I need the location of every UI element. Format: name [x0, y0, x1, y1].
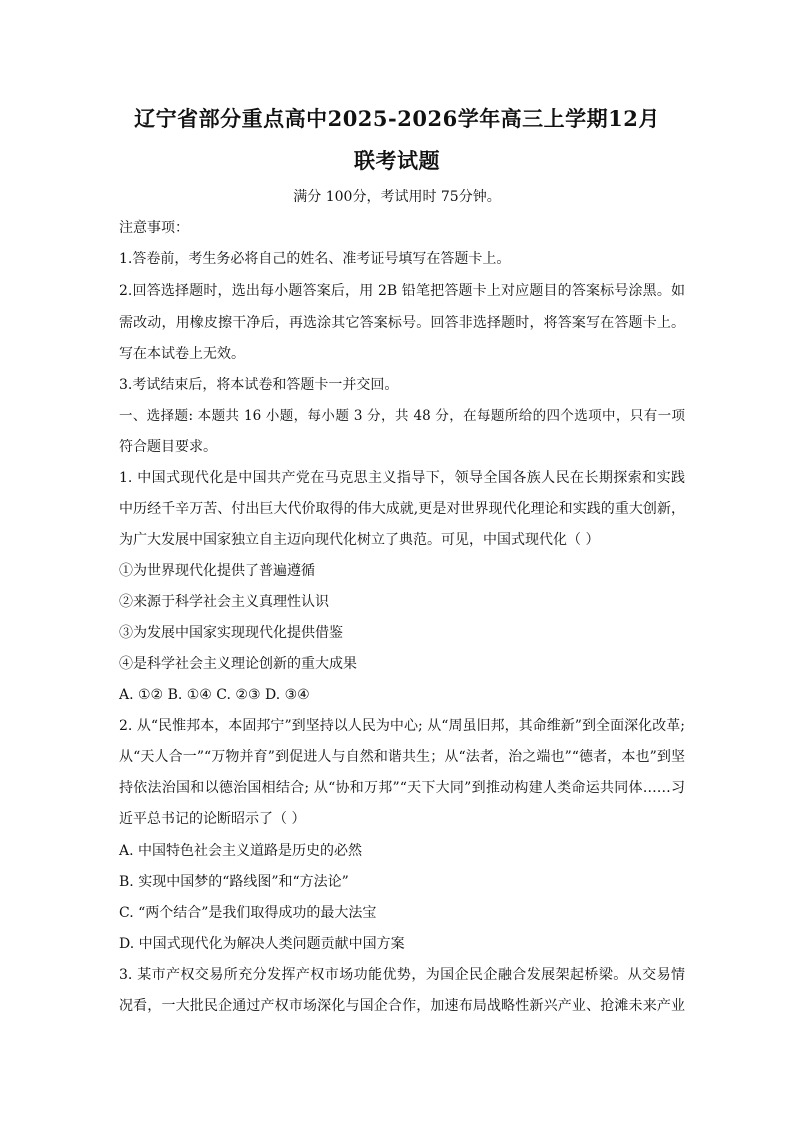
exam-title-line2: 联考试题	[354, 148, 440, 173]
note-1: 1.答卷前，考生务必将自己的姓名、准考证号填写在答题卡上。	[119, 251, 511, 267]
q1-stem-line2: 中历经千辛万苦、付出巨大代价取得的伟大成就,更是对世界现代化理论和实践的重大创新，	[119, 501, 685, 517]
note-3: 3.考试结束后，将本试卷和答题卡一并交回。	[119, 377, 399, 393]
q2-option-a: A. 中国特色社会主义道路是历史的必然	[119, 843, 363, 859]
q1-stem-line3: 为广大发展中国家独立自主迈向现代化树立了典范。可见，中国式现代化（ ）	[119, 532, 600, 548]
q2-option-c: C. “两个结合”是我们取得成功的最大法宝	[119, 905, 377, 921]
note-2-line1: 2.回答选择题时，选出每小题答案后，用 2B 铅笔把答题卡上对应题目的答案标号涂黑。如	[119, 283, 685, 299]
notes-heading: 注意事项：	[119, 220, 189, 236]
q2-stem-line1: 2. 从“民惟邦本，本固邦宁”到坚持以人民为中心; 从“周虽旧邦，其命维新”到全面深化改革;	[119, 718, 685, 734]
q1-statement-3: ③为发展中国家实现现代化提供借鉴	[119, 625, 343, 641]
q3-stem-line1: 3. 某市产权交易所充分发挥产权市场功能优势，为国企民企融合发展架起桥梁。从交易情	[119, 967, 685, 983]
exam-info: 满分 100分，考试用时 75分钟。	[293, 189, 501, 205]
section-heading-line1: 一、选择题: 本题共 16 小题，每小题 3 分，共 48 分，在每题所给的四个选项中，只有一项	[119, 408, 685, 424]
exam-title-line1: 辽宁省部分重点高中2025-2026学年高三上学期12月	[134, 106, 660, 131]
q1-statement-2: ②来源于科学社会主义真理性认识	[119, 594, 329, 610]
note-2-line2: 需改动，用橡皮擦干净后，再选涂其它答案标号。回答非选择题时，将答案写在答题卡上。	[119, 315, 685, 331]
q2-stem-line3: 持依法治国和以德治国相结合; 从“协和万邦”“天下大同”到推动构建人类命运共同体……习	[119, 780, 685, 796]
q2-stem-line4: 近平总书记的论断昭示了（ ）	[119, 811, 306, 827]
q1-statement-1: ①为世界现代化提供了普遍遵循	[119, 563, 315, 579]
q1-stem-line1: 1. 中国式现代化是中国共产党在马克思主义指导下，领导全国各族人民在长期探索和实践	[119, 470, 685, 486]
section-heading-line2: 符合题目要求。	[119, 439, 217, 455]
q2-stem-line2: 从“天人合一”“万物并育”到促进人与自然和谐共生；从“法者，治之端也”“德者，本也”到坚	[119, 749, 685, 765]
q1-statement-4: ④是科学社会主义理论创新的重大成果	[119, 656, 357, 672]
q2-option-b: B. 实现中国梦的“路线图”和“方法论”	[119, 874, 349, 890]
q3-stem-line2: 况看，一大批民企通过产权市场深化与国企合作，加速布局战略性新兴产业、抢滩未来产业	[119, 998, 685, 1014]
q1-choices: A. ①② B. ①④ C. ②③ D. ③④	[119, 687, 310, 703]
note-2-line3: 写在本试卷上无效。	[119, 346, 245, 362]
q2-option-d: D. 中国式现代化为解决人类问题贡献中国方案	[119, 936, 405, 952]
